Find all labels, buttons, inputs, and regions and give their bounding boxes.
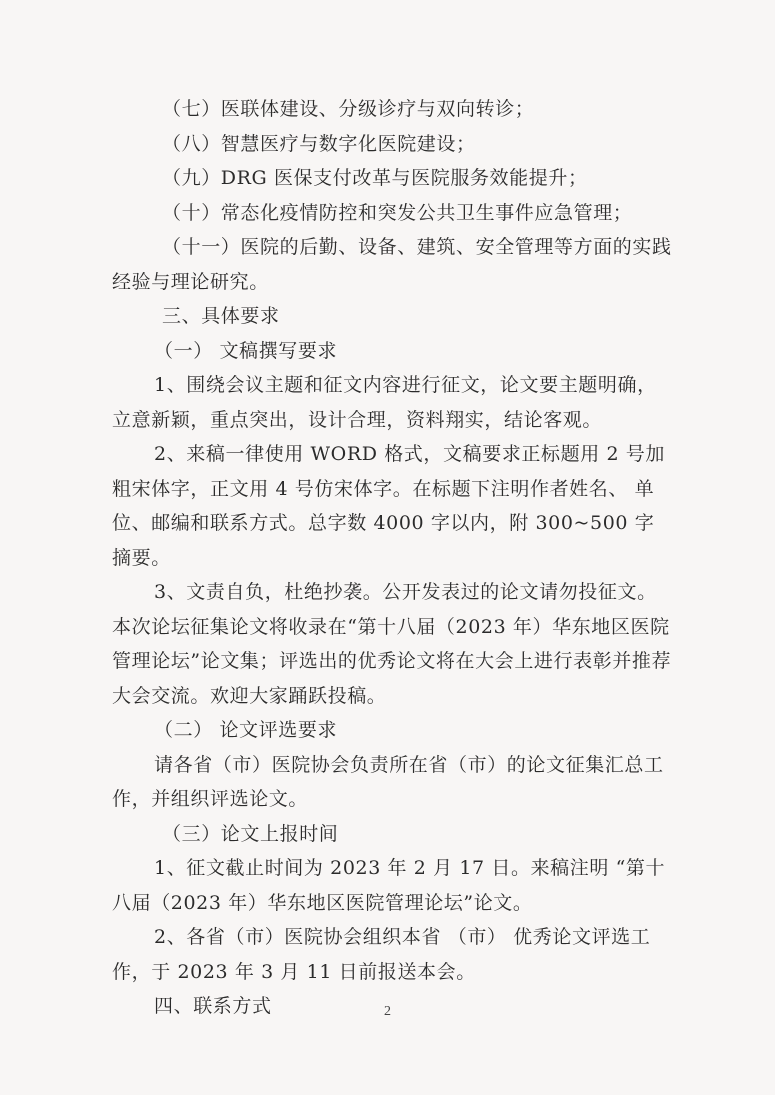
section-heading-requirements: 三、具体要求	[162, 305, 280, 327]
paragraph-item-10: （十）常态化疫情防控和突发公共卫生事件应急管理；	[162, 201, 633, 224]
subheading-writing-requirements: （一） 文稿撰写要求	[154, 339, 338, 362]
submission-paragraph-1: 1、征文截止时间为 2023 年 2 月 17 日。来稿注明 “第十八届（2023 年）华东地区医院管理论坛”论文。	[112, 857, 666, 914]
paragraph-item-11: （十一）医院的后勤、设备、建筑、安全管理等方面的实践经验与理论研究。	[112, 236, 672, 293]
page-number: 2	[384, 1004, 391, 1019]
paragraph-item-7: （七）医联体建设、分级诊疗与双向转诊；	[162, 98, 535, 120]
section-heading-contact: 四、联系方式	[154, 995, 272, 1017]
requirement-paragraph-2: 2、来稿一律使用 WORD 格式，文稿要求正标题用 2 号加粗宋体字，正文用 4 号仿宋体字。在标题下注明作者姓名、 单位、邮编和联系方式。总字数 4000 字以内，附 300~500 字摘要。	[112, 443, 665, 569]
requirement-paragraph-1: 1、围绕会议主题和征文内容进行征文，论文要主题明确，立意新颖，重点突出，设计合理，资料翔实，结论客观。	[112, 374, 657, 431]
subheading-evaluation-requirements: （二） 论文评选要求	[154, 719, 338, 741]
document-body	[112, 92, 672, 1024]
submission-paragraph-2: 2、各省（市）医院协会组织本省 （市） 优秀论文评选工作，于 2023 年 3 月 11 日前报送本会。	[112, 926, 651, 983]
paragraph-item-8: （八）智慧医疗与数字化医院建设；	[162, 132, 476, 155]
requirement-paragraph-3: 3、文责自负，杜绝抄袭。公开发表过的论文请勿投征文。本次论坛征集论文将收录在“第十八届（2023 年）华东地区医院管理论坛”论文集；评选出的优秀论文将在大会上进行表彰并推荐大会交流。欢迎大家踊跃投稿。	[112, 581, 672, 707]
subheading-submission-time: （三）论文上报时间	[162, 822, 339, 845]
evaluation-paragraph: 请各省（市）医院协会负责所在省（市）的论文征集汇总工作，并组织评选论文。	[112, 753, 664, 810]
paragraph-item-9: （九）DRG 医保支付改革与医院服务效能提升；	[162, 167, 588, 189]
